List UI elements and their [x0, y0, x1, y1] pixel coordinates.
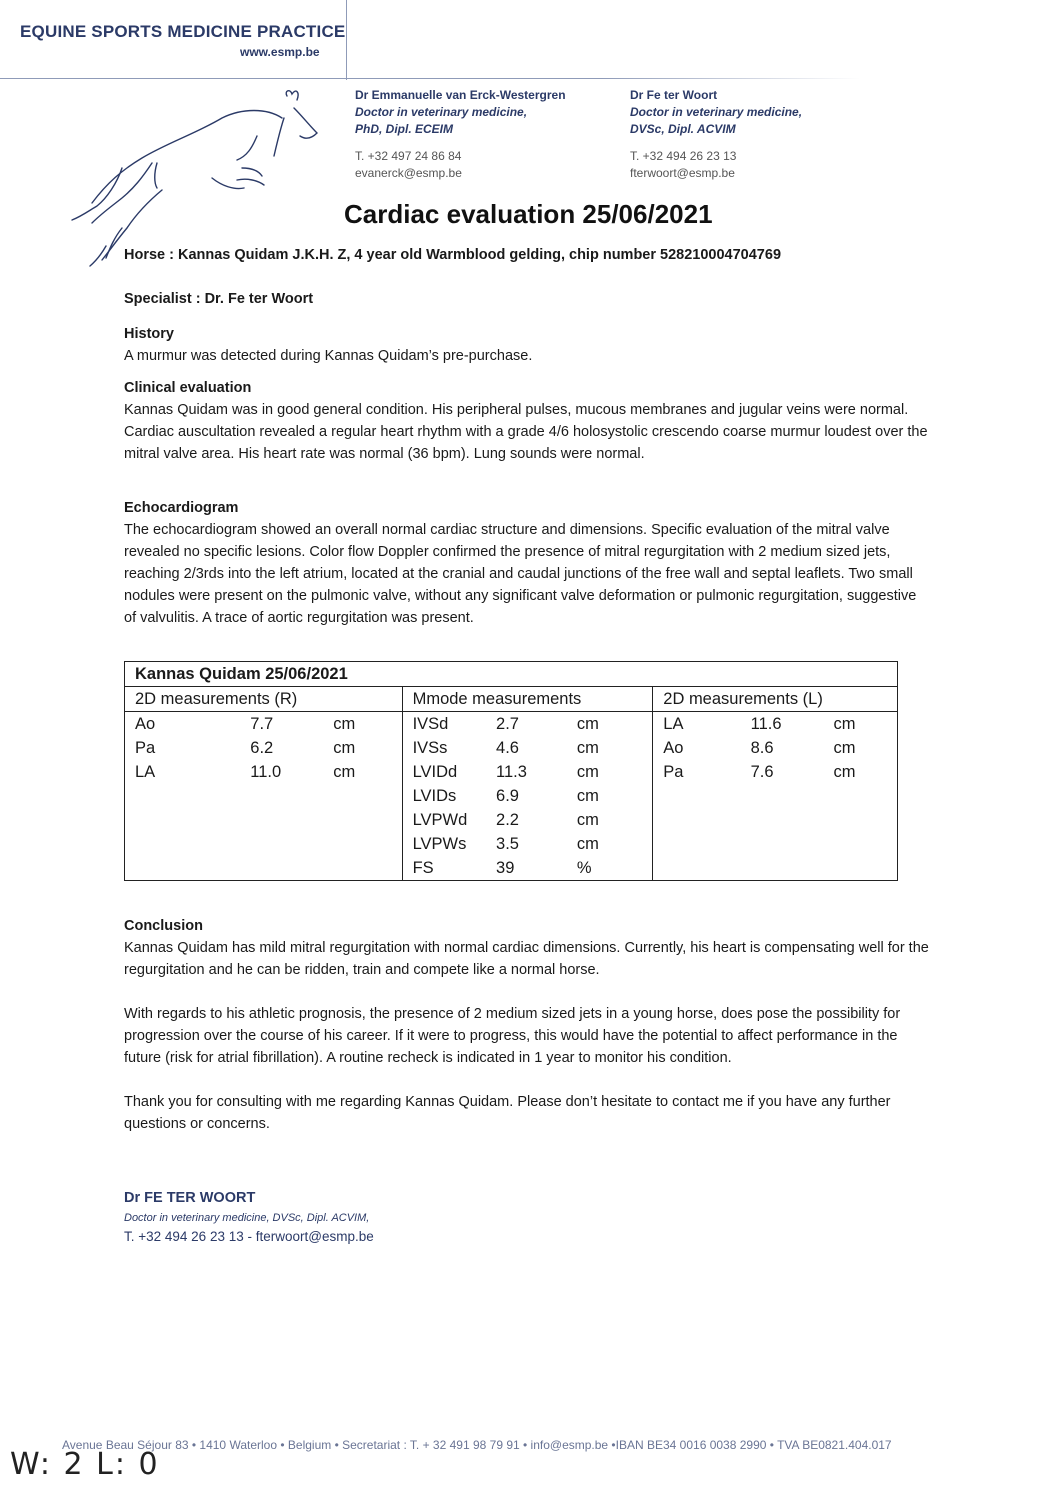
measurement-label: [125, 832, 241, 856]
table-row: [125, 808, 898, 832]
doctor-name: Dr Fe ter Woort: [630, 88, 718, 102]
measurement-unit: [824, 808, 898, 832]
measurement-value: 6.9: [496, 786, 519, 805]
measurement-value: 7.6: [750, 762, 774, 781]
measurement-value: 11.0: [250, 762, 282, 781]
measurement-unit: cm: [576, 834, 599, 853]
measurement-unit: cm: [824, 736, 898, 760]
doctor-qualification: DVSc, Dipl. ACVIM: [630, 122, 736, 136]
doctor-phone: T. +32 494 26 23 13: [630, 149, 737, 163]
measurement-label: LVIDs: [402, 784, 486, 808]
practice-website: www.esmp.be: [240, 45, 320, 59]
horse-info: Horse : Kannas Quidam J.K.H. Z, 4 year old Warmblood gelding, chip number 528210004704769: [124, 247, 782, 263]
measurement-value: 7.7: [250, 714, 274, 733]
measurement-value: [741, 856, 824, 881]
measurement-unit: cm: [576, 786, 599, 805]
measurement-value: [741, 832, 824, 856]
measurement-label: IVSd: [402, 712, 486, 737]
section-text: Kannas Quidam was in good general condition. His peripheral pulses, mucous membranes and jugular veins were normal. Cardiac auscultation revealed a regular heart rhythm with a grade 4/6 holosystolic crescendo coarse murmur loudest over the mitral valve area. His heart rate was normal (36 bpm). Lung sounds were normal.: [124, 402, 928, 462]
measurement-unit: cm: [576, 714, 599, 733]
table-section-header: Mmode measurements: [402, 687, 653, 712]
measurement-unit: [323, 784, 402, 808]
measurement-value: 6.2: [250, 738, 274, 757]
conclusion-paragraph: Kannas Quidam has mild mitral regurgitation with normal cardiac dimensions. Currently, his heart is compensating well for the regurgitation and he can be ridden, train and compete like a normal horse.: [124, 940, 929, 978]
signature-qualification: Doctor in veterinary medicine, DVSc, Dipl. ACVIM,: [124, 1212, 370, 1224]
measurement-unit: cm: [576, 810, 599, 829]
practice-name: EQUINE SPORTS MEDICINE PRACTICE: [20, 22, 346, 41]
specialist-line: Specialist : Dr. Fe ter Woort: [124, 291, 314, 307]
table-row: [125, 832, 898, 856]
measurements-table: [124, 661, 898, 881]
table-section-header: 2D measurements (L): [653, 687, 898, 712]
measurement-value: 39: [486, 856, 567, 881]
measurement-label: LVPWs: [402, 832, 486, 856]
history-section: [124, 323, 932, 367]
section-text: The echocardiogram showed an overall normal cardiac structure and dimensions. Specific evaluation of the mitral valve revealed no specific lesions. Color flow Doppler confirmed the presence of mitral regurgitation with 2 medium sized jets, reaching 2/3rds into the left atrium, located at the cranial and caudal junctions of the free wall and septal leaflets. Two small nodules were present on the pulmonic valve, without any significant valve deformation or pulmonic regurgitation, suggestive of valvulitis. A trace of aortic regurgitation was present.: [124, 522, 917, 626]
section-heading: Echocardiogram: [124, 500, 239, 516]
clinical-section: [124, 377, 932, 465]
section-heading: History: [124, 326, 174, 342]
table-row: [125, 712, 898, 737]
measurement-unit: cm: [333, 762, 356, 781]
section-heading: Clinical evaluation: [124, 380, 252, 396]
measurement-value: [240, 856, 323, 881]
measurement-label: Pa: [125, 736, 241, 760]
doctor-qualification: Doctor in veterinary medicine,: [630, 105, 803, 119]
table-row: [125, 856, 898, 881]
header-divider-vertical: [346, 0, 347, 80]
measurement-label: [653, 808, 741, 832]
measurements-body: [125, 712, 898, 881]
report-title: Cardiac evaluation 25/06/2021: [344, 199, 713, 229]
doctor-email: evanerck@esmp.be: [355, 166, 462, 180]
table-row: [125, 760, 898, 784]
measurement-label: LVIDd: [402, 760, 486, 784]
measurement-label: [125, 784, 241, 808]
doctor-email: fterwoort@esmp.be: [630, 166, 735, 180]
measurement-label: [653, 784, 741, 808]
measurement-value: 2.2: [496, 810, 519, 829]
measurement-value: 8.6: [750, 738, 774, 757]
section-heading: Conclusion: [124, 918, 203, 934]
measurement-label: Pa: [653, 760, 741, 784]
measurement-label: LA: [125, 760, 241, 784]
measurement-value: 11.6: [750, 714, 782, 733]
measurement-unit: cm: [333, 714, 356, 733]
measurement-unit: [824, 784, 898, 808]
measurement-label: LA: [653, 712, 741, 737]
measurement-unit: cm: [824, 712, 898, 737]
header-divider-horizontal: [0, 78, 860, 79]
table-row: [125, 784, 898, 808]
measurement-label: [653, 832, 741, 856]
measurement-unit: [323, 856, 402, 881]
measurement-label: [653, 856, 741, 881]
measurement-label: Ao: [125, 712, 241, 737]
measurement-value: [741, 784, 824, 808]
echocardiogram-section: [124, 497, 932, 629]
measurement-value: 3.5: [496, 834, 519, 853]
measurement-value: 11.3: [496, 762, 527, 781]
measurement-unit: [824, 856, 898, 881]
measurement-value: [240, 784, 323, 808]
measurement-label: LVPWd: [402, 808, 486, 832]
doctor-card-1: [355, 87, 566, 182]
measurement-label: [125, 808, 241, 832]
measurement-unit: %: [567, 856, 653, 881]
measurement-label: [125, 856, 241, 881]
measurement-unit: cm: [824, 760, 898, 784]
horse-logo-icon: [62, 88, 332, 273]
doctor-qualification: Doctor in veterinary medicine,: [355, 105, 528, 119]
conclusion-paragraph: Thank you for consulting with me regarding Kannas Quidam. Please don’t hesitate to contact me if you have any further questions or concerns.: [124, 1094, 891, 1132]
table-title: Kannas Quidam 25/06/2021: [125, 662, 898, 687]
footer-address: Avenue Beau Séjour 83 • 1410 Waterloo • Belgium • Secretariat : T. + 32 491 98 79 91 • info@esmp.be •IBAN BE34 0016 0038 2990 • TVA BE0821.404.017: [62, 1438, 892, 1452]
measurement-label: FS: [402, 856, 486, 881]
table-section-header: 2D measurements (R): [125, 687, 403, 712]
conclusion-section: [124, 915, 932, 1135]
measurement-value: 2.7: [496, 714, 519, 733]
measurement-value: 4.6: [496, 738, 519, 757]
measurement-label: Ao: [653, 736, 741, 760]
measurement-label: IVSs: [402, 736, 486, 760]
measurement-unit: cm: [576, 738, 599, 757]
page-stamp: W: 2 L: 0: [10, 1447, 160, 1482]
conclusion-paragraph: With regards to his athletic prognosis, the presence of 2 medium sized jets in a young horse, does pose the possibility for progression over the course of his career. If it were to progress, this would have the potential to affect performance in the future (risk for atrial fibrillation). A routine recheck is indicated in 1 year to monitor his condition.: [124, 1006, 901, 1066]
measurement-unit: cm: [576, 762, 599, 781]
measurement-value: [741, 808, 824, 832]
signature-name: Dr FE TER WOORT: [124, 1190, 256, 1206]
doctor-name: Dr Emmanuelle van Erck-Westergren: [355, 88, 566, 102]
measurement-unit: [323, 832, 402, 856]
doctor-phone: T. +32 497 24 86 84: [355, 149, 462, 163]
table-row: [125, 736, 898, 760]
signature-contact: T. +32 494 26 23 13 - fterwoort@esmp.be: [124, 1229, 374, 1244]
measurement-value: [240, 808, 323, 832]
section-text: A murmur was detected during Kannas Quidam’s pre-purchase.: [124, 348, 533, 364]
doctor-qualification: PhD, Dipl. ECEIM: [355, 122, 454, 136]
measurement-unit: [323, 808, 402, 832]
measurement-unit: cm: [333, 738, 356, 757]
doctor-card-2: [630, 87, 802, 182]
measurement-value: [240, 832, 323, 856]
measurement-unit: [824, 832, 898, 856]
